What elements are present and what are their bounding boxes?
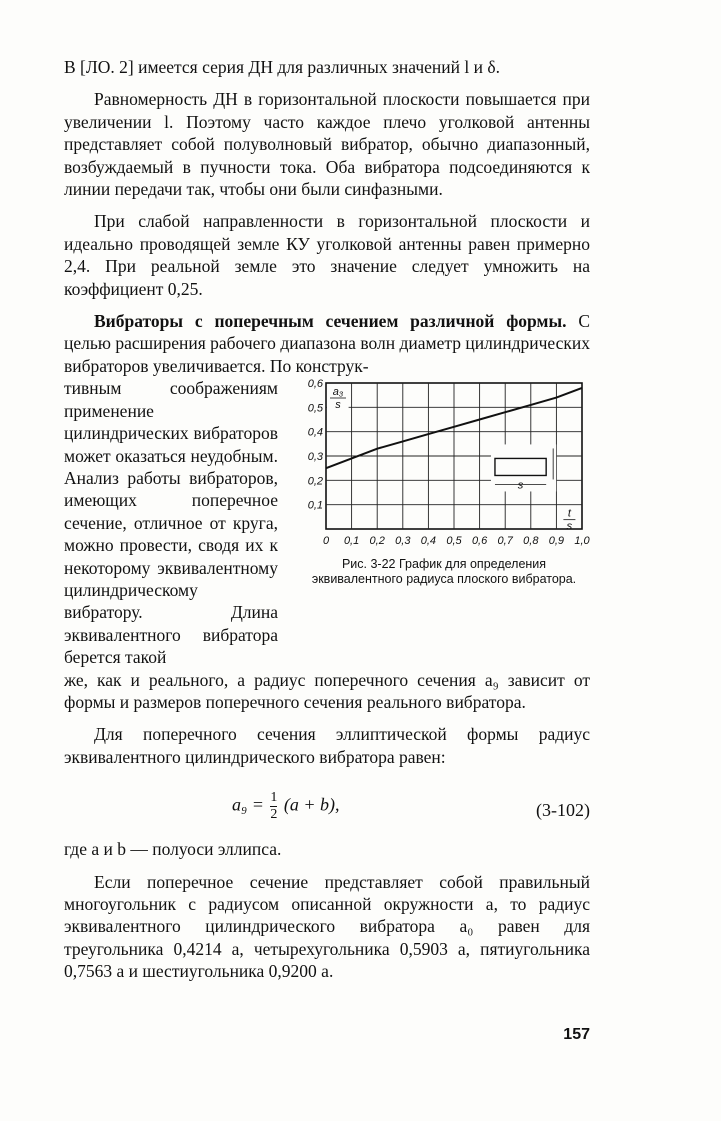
page-body <box>64 56 590 983</box>
y-tick-label: 0,5 <box>307 402 323 415</box>
x-tick-label: 0,2 <box>369 535 385 548</box>
x-tick-label: 0,8 <box>523 535 539 548</box>
y-tick-label: 0,1 <box>307 499 323 512</box>
paragraph-4-first-lines: С целью расширения рабочего диапазона волн диаметр цилиндрических вибраторов увеличивается. По конструк- <box>64 311 591 376</box>
formula-fraction <box>270 790 277 823</box>
formula-fraction-denominator: 2 <box>270 807 278 823</box>
figure-number: Рис. 3-22 <box>341 557 396 572</box>
page-number: 157 <box>563 1026 590 1043</box>
paragraph-3: При слабой направленности в горизонтальной плоскости и идеально проводящей земле КУ уголковой антенны равен примерно 2,4. При реальной земле это значение следует умножить на коэффициент 0,25. <box>64 211 590 299</box>
y-tick-label: 0,3 <box>307 451 323 464</box>
text-with-figure <box>64 377 590 668</box>
y-tick-label: 0,4 <box>307 426 323 439</box>
formula-number: (3-102) <box>536 800 590 821</box>
paragraph-5: Для поперечного сечения эллиптической формы радиус эквивалентного цилиндрического вибратора равен: <box>64 724 590 767</box>
x-tick-label: 0,9 <box>548 535 565 548</box>
formula-3-102 <box>64 782 590 838</box>
section-heading: Вибраторы с поперечным сечением различной формы. <box>94 311 567 332</box>
formula-fraction-numerator: 1 <box>270 790 278 806</box>
x-axis-label-numerator: t <box>567 507 571 520</box>
y-axis-label-denominator: s <box>335 399 341 412</box>
formula-lhs: a₉ = <box>232 794 264 815</box>
paragraph-6: где a и b — полуоси эллипса. <box>64 839 282 860</box>
figure-3-22 <box>296 377 592 587</box>
x-tick-label: 0,4 <box>420 535 437 548</box>
figure-caption-text: График для определения эквивалентного радиуса плоского вибратора. <box>311 557 577 587</box>
y-axis-label-numerator: a₃ <box>332 386 344 399</box>
paragraph-2: Равномерность ДН в горизонтальной плоскости повышается при увеличении l. Поэтому часто каждое плечо уголковой антенны представляет собой полуволновый вибратор, обычно диапазонный, возбуждаемый в пучности тока. Оба вибратора подсоединяются к линии передачи так, чтобы они были синфазными. <box>64 89 590 200</box>
inset-dimension-label: s <box>517 479 524 492</box>
x-tick-label: 0,1 <box>343 535 360 548</box>
paragraph-4-lead <box>64 310 590 377</box>
formula-rhs: (a + b), <box>283 794 340 815</box>
paragraph-4-wrapped: тивным соображениям применение цилиндрических вибраторов может оказаться неудобным. Анализ работы вибраторов, имеющих поперечное сечение, отличное от круга, можно провести, сводя их к некоторому эквивалентному цилиндрическому вибратору. Длина эквивалентного вибратора берется такой <box>64 378 278 668</box>
x-tick-label: 0,3 <box>395 535 411 548</box>
x-tick-label: 0,5 <box>446 535 462 548</box>
x-tick-label: 0 <box>322 535 330 548</box>
x-tick-label: 0,7 <box>497 535 513 548</box>
paragraph-1: В [ЛО. 2] имеется серия ДН для различных значений l и δ. <box>64 57 500 77</box>
y-tick-label: 0,2 <box>307 475 323 488</box>
x-tick-label: 0,6 <box>471 535 488 548</box>
figure-caption <box>296 557 592 587</box>
paragraph-4-tail: же, как и реального, а радиус поперечного сечения a₉ зависит от формы и размеров поперечного сечения реального вибратора. <box>64 669 590 712</box>
x-axis-label-denominator: s <box>566 520 573 533</box>
x-tick-label: 1,0 <box>574 535 590 548</box>
formula-expression <box>232 790 340 823</box>
chart-equivalent-radius <box>296 377 592 553</box>
paragraph-7: Если поперечное сечение представляет собой правильный многоугольник с радиусом описанной окружности a, то радиус эквивалентного цилиндрического вибратора a₀ равен для треугольника 0,4214 a, четырехугольника 0,5903 a, пятиугольника 0,7563 a и шестиугольника 0,9200 a. <box>64 871 590 982</box>
y-tick-label: 0,6 <box>307 378 323 391</box>
